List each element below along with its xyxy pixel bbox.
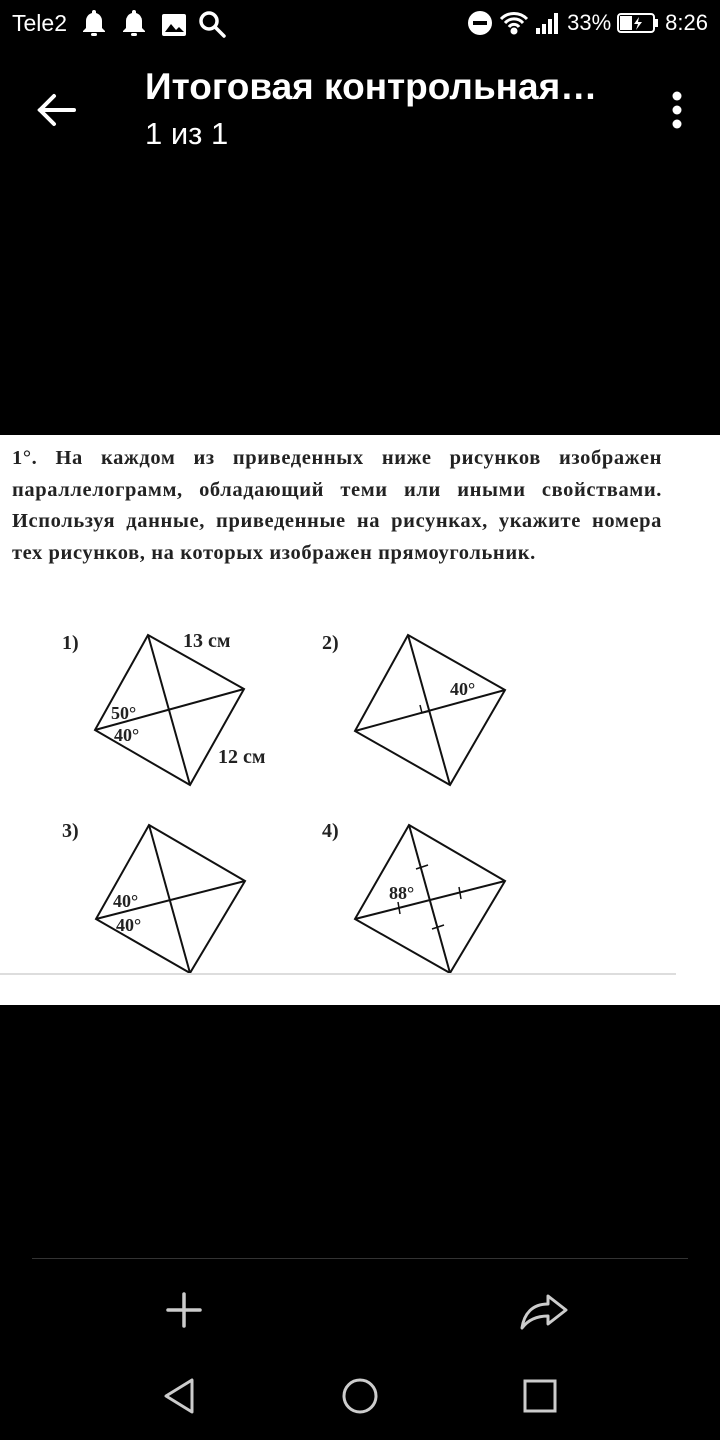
action-bar [0,1270,720,1360]
figure-3-label: 3) [62,820,79,842]
figure-1-annot-side: 12 см [218,746,266,768]
wifi-icon [499,10,529,36]
figure-1-annot-angle-2: 40° [114,725,140,745]
system-icons [467,10,708,36]
document-page[interactable] [0,435,720,1005]
share-icon [518,1286,570,1334]
problem-number: 1°. [12,447,38,469]
figure-1-annot-top: 13 см [183,630,231,652]
figure-3-annot-angle-2: 40° [116,915,142,935]
figure-2-label: 2) [322,632,339,654]
signal-icon [535,10,561,36]
more-vertical-icon [662,82,692,138]
page-edge-line [0,973,676,975]
dnd-icon [467,10,493,36]
figures [0,435,720,1005]
status-bar [0,0,720,48]
share-button[interactable] [518,1286,570,1334]
back-button[interactable] [28,82,84,138]
figure-4-annot-angle: 88° [389,883,415,903]
nav-home-button[interactable] [340,1376,380,1416]
figure-3-annot-angle-1: 40° [113,891,139,911]
more-options-button[interactable] [662,82,692,138]
image-icon [162,14,186,36]
nav-recent-button[interactable] [520,1376,560,1416]
problem-body: На каждом из приведенных ниже рисунков изображен параллелограмм, обладающий теми или иными свойствами. Используя данные, приведенные на рисунках, укажите номера тех рисунков, на которых изображен прямоугольник. [12,447,662,564]
clock: 8:26 [665,10,708,35]
figure-1-annot-angle-1: 50° [111,703,137,723]
carrier-name: Tele2 [12,10,67,36]
divider [32,1258,688,1259]
plus-icon [160,1286,208,1334]
battery-icon [617,12,659,34]
nav-back-button[interactable] [160,1376,200,1416]
triangle-back-icon [160,1376,200,1416]
search-icon [201,13,224,36]
circle-home-icon [340,1376,380,1416]
navigation-bar [0,1360,720,1440]
figure-2-annot-angle: 40° [450,679,476,699]
figure-4-label: 4) [322,820,339,842]
document-title: Итоговая контрольная… [145,66,598,107]
bell-icon [83,10,105,36]
app-bar [0,48,720,168]
square-recent-icon [520,1376,560,1416]
battery-percent: 33% [567,10,612,35]
page-indicator: 1 из 1 [145,116,229,151]
arrow-left-icon [28,82,84,138]
notification-icons [78,8,228,45]
figure-1-label: 1) [62,632,79,654]
add-button[interactable] [160,1286,208,1334]
bell-icon [123,10,145,36]
